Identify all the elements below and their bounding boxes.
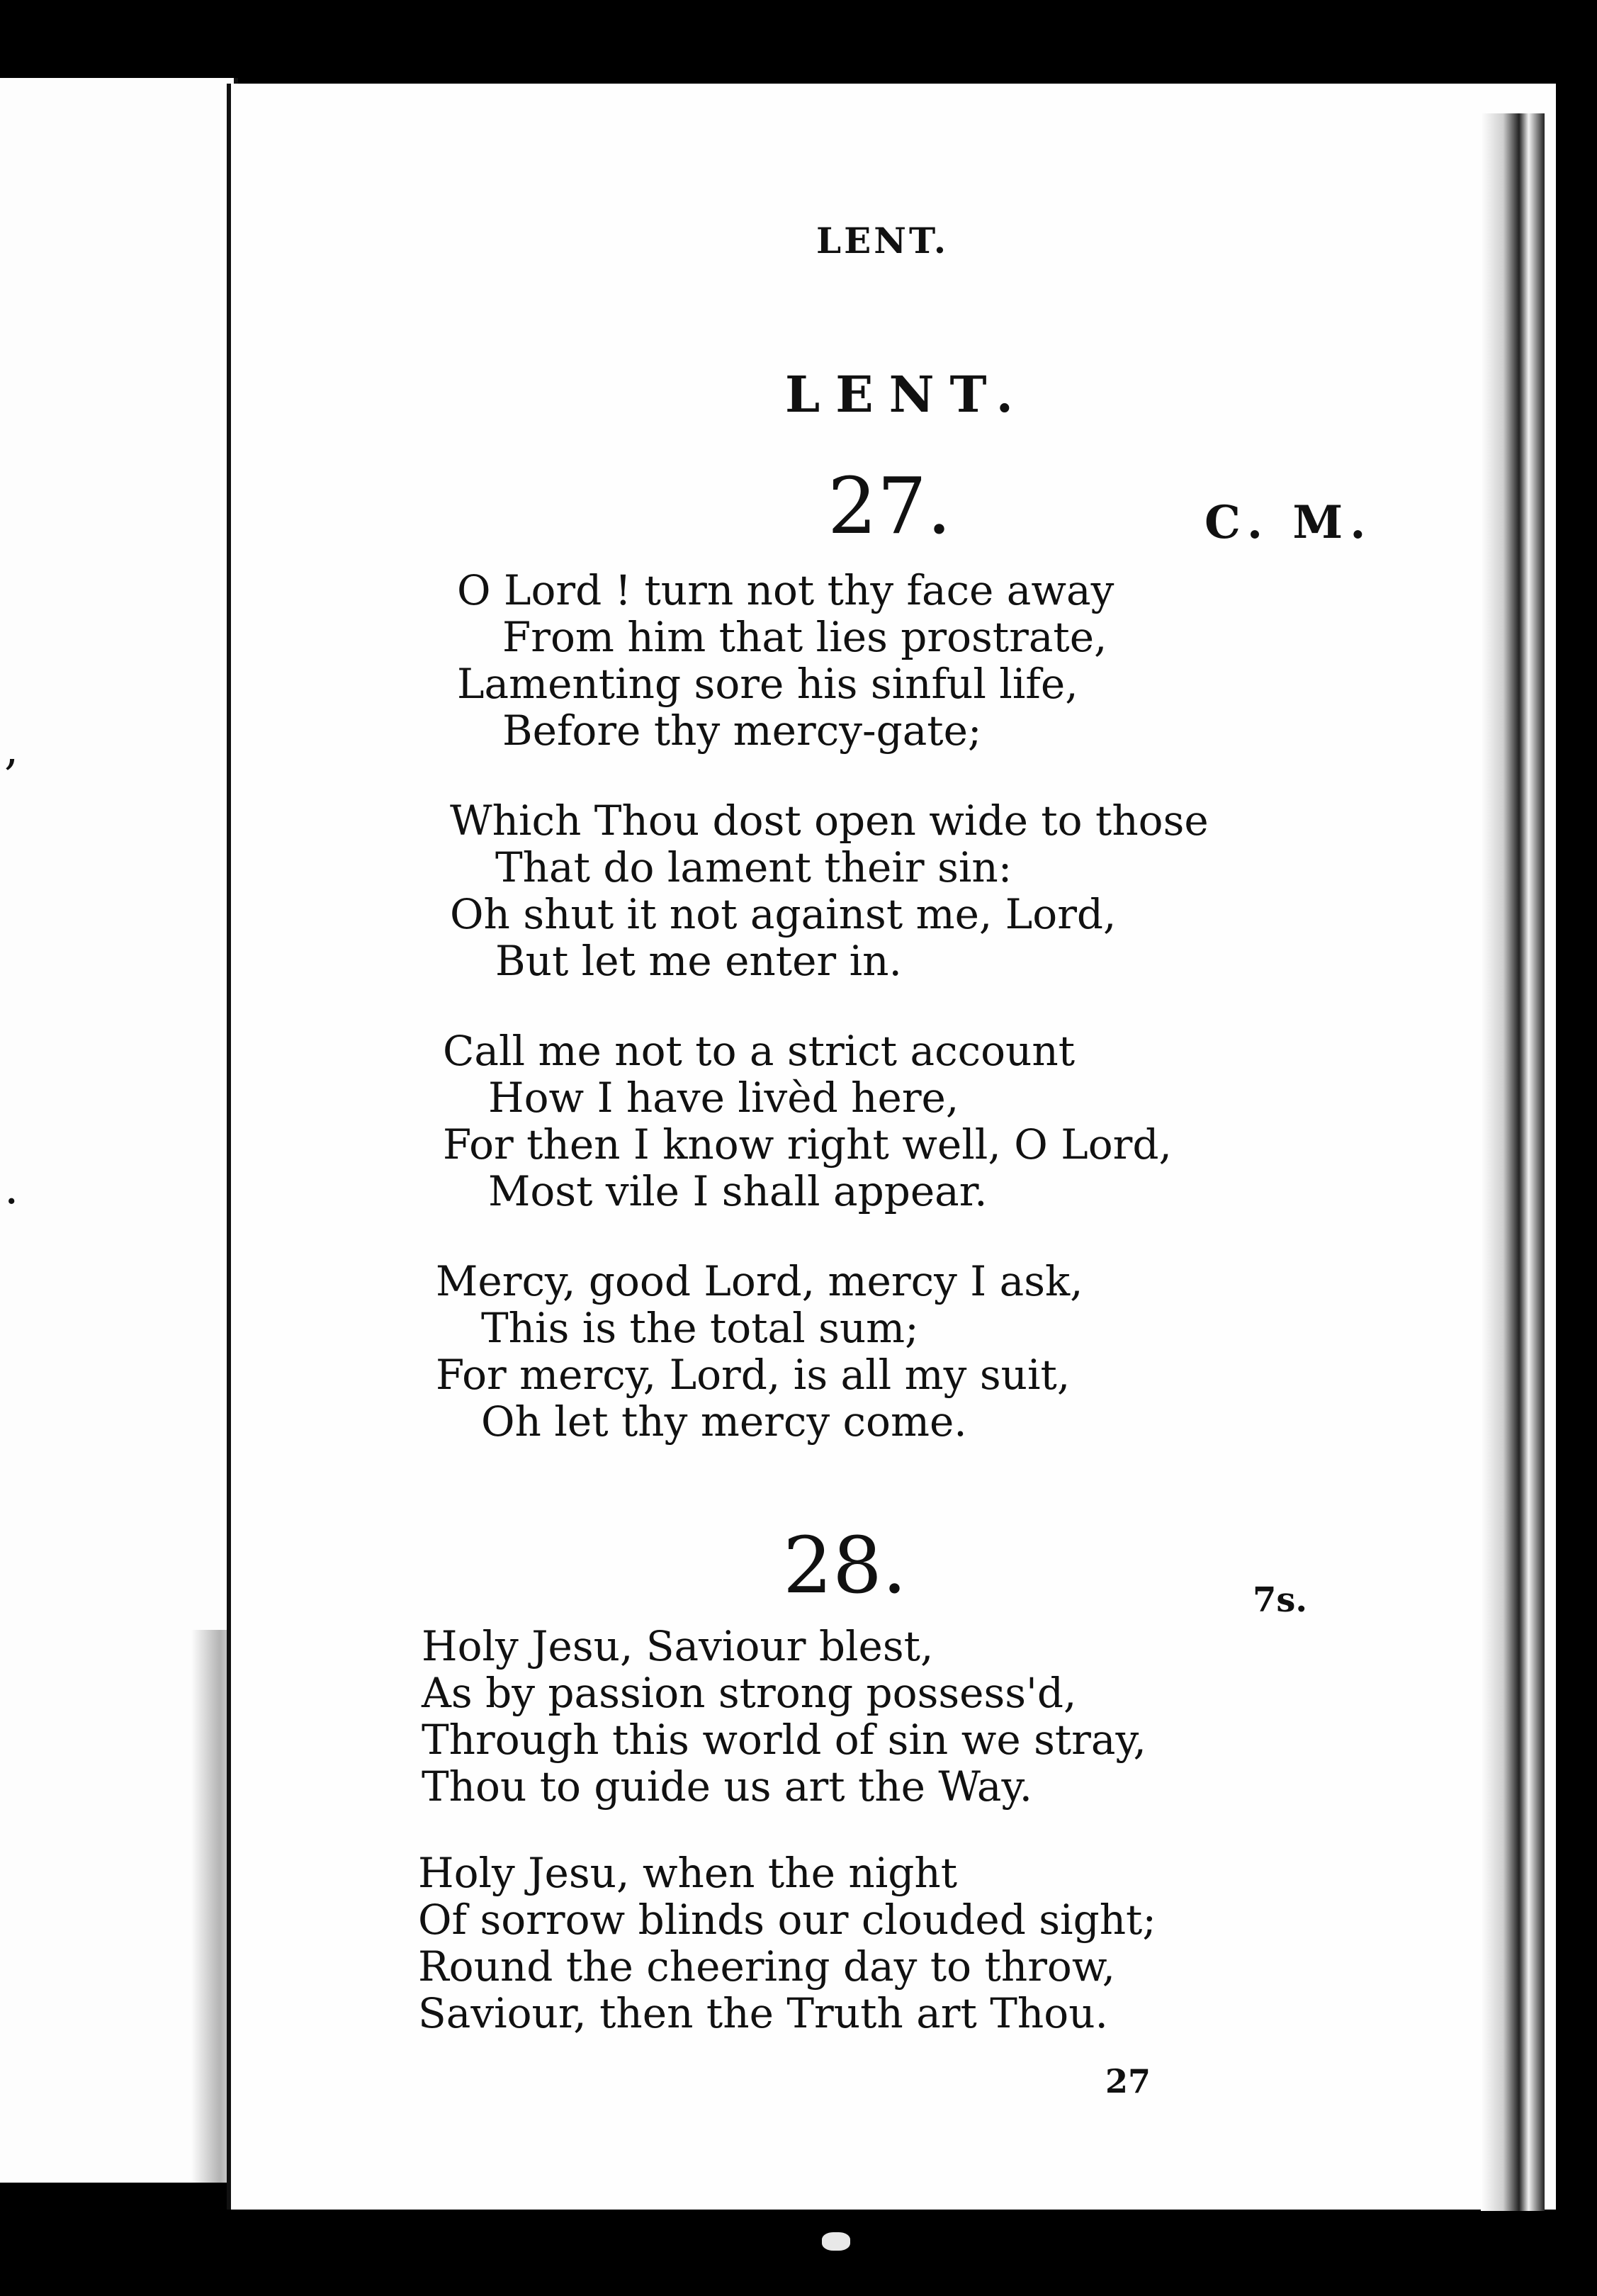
stanza [418, 1850, 1156, 2037]
left-page-fragment: , [4, 723, 19, 775]
verse-line: Thou to guide us art the Way. [422, 1762, 1033, 1811]
verse-line: Saviour, then the Truth art Thou. [418, 1989, 1108, 2037]
verse-line: Before thy mercy-gate; [502, 707, 982, 755]
stanza [422, 1623, 1146, 1810]
verse-line: Oh shut it not against me, Lord, [450, 890, 1117, 938]
verse-line: Call me not to a strict account [443, 1027, 1076, 1075]
verse-line: Holy Jesu, Saviour blest, [422, 1622, 934, 1670]
verse-line: From him that lies prostrate, [502, 613, 1107, 661]
hymn-meter: C. M. [1204, 496, 1373, 549]
running-head: LENT. [816, 220, 949, 261]
hymn-number: 28. [783, 1520, 907, 1611]
verse-line: Round the cheering day to throw, [418, 1942, 1116, 1991]
verse-line: Oh let thy mercy come. [481, 1397, 967, 1446]
stanza [443, 1028, 1172, 1215]
verse-line: Lamenting sore his sinful life, [457, 660, 1078, 708]
stanza [436, 1258, 1083, 1445]
verse-line: Holy Jesu, when the night [418, 1849, 958, 1897]
verse-line: O Lord ! turn not thy face away [457, 566, 1114, 614]
left-page-fragment: . [4, 1162, 19, 1215]
verse-line: Mercy, good Lord, mercy I ask, [436, 1257, 1083, 1305]
section-title: LENT. [785, 365, 1029, 424]
verse-line: But let me enter in. [495, 937, 902, 985]
verse-line: Of sorrow blinds our clouded sight; [418, 1896, 1156, 1944]
verse-line: Most vile I shall appear. [488, 1167, 988, 1215]
verse-line: As by passion strong possess'd, [422, 1669, 1077, 1717]
verse-line: This is the total sum; [481, 1304, 919, 1352]
verse-line: For then I know right well, O Lord, [443, 1120, 1172, 1169]
page-number: 27 [1105, 2062, 1151, 2100]
verse-line: For mercy, Lord, is all my suit, [436, 1351, 1071, 1399]
hymn-number: 27. [828, 461, 952, 551]
verse-line: That do lament their sin: [495, 843, 1012, 891]
verse-line: How I have livèd here, [488, 1074, 959, 1122]
hymn-meter: 7s. [1253, 1580, 1308, 1620]
scan-speck [822, 2232, 850, 2251]
verse-line: Which Thou dost open wide to those [450, 797, 1209, 845]
stanza [457, 567, 1114, 754]
verse-line: Through this world of sin we stray, [422, 1716, 1146, 1764]
stanza [450, 797, 1209, 984]
page-edge [1481, 113, 1545, 2211]
